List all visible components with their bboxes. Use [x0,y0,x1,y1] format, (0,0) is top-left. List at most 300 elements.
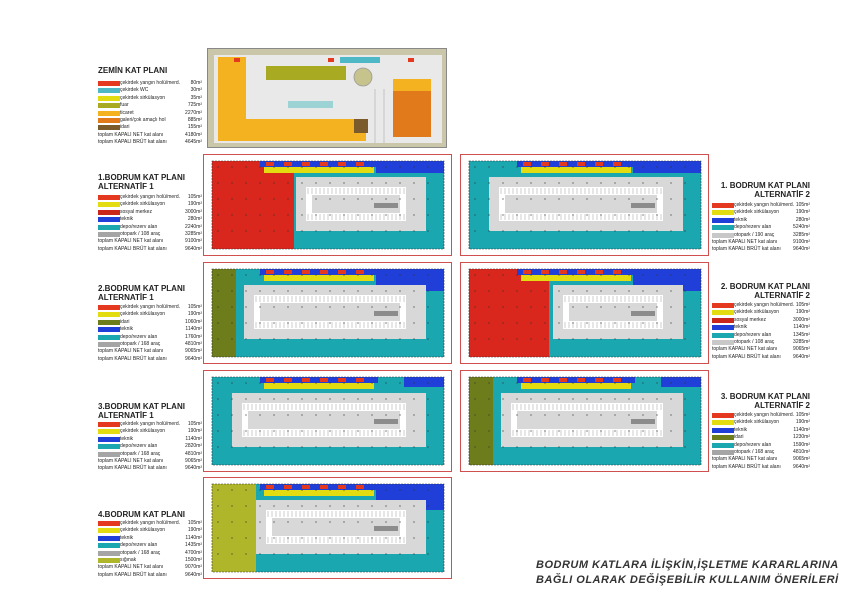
column-dot [530,382,531,383]
column-dot [656,214,657,215]
core-stair [284,162,292,166]
column-dot [343,166,344,167]
legend-value: 280m² [187,216,202,223]
column-dot [502,182,503,183]
legend-swatch [98,88,120,93]
legend-label: otopark / 108 araç [734,338,775,345]
legend-row [98,341,202,348]
column-dot [516,182,517,183]
column-dot [245,537,246,538]
column-dot [600,274,601,275]
total-value: 9640m² [185,465,202,472]
column-dot [586,446,587,447]
column-dot [385,382,386,383]
column-dot [399,322,400,323]
legend-label: çekirdek yangın holü/merd. [120,80,181,86]
legend-row [98,421,202,428]
column-dot [371,230,372,231]
total-value: 9640m² [185,571,202,578]
ramp [374,311,398,316]
legend-label: otopark / 108 araç [120,230,161,237]
column-dot [572,398,573,399]
legend-total-row [98,139,202,146]
legend-row [98,304,202,311]
column-dot [530,230,531,231]
column-dot [600,414,601,415]
column-dot [315,306,316,307]
column-dot [273,322,274,323]
legend-value: 105m² [187,421,202,427]
column-dot [427,414,428,415]
legend-row [98,117,202,124]
legend-swatch [98,327,120,332]
column-dot [259,322,260,323]
legend-label: çekirdek sirkülasyon [120,311,166,318]
column-dot [502,446,503,447]
column-dot [273,489,274,490]
column-dot [656,198,657,199]
legend-row [712,224,810,231]
column-dot [530,338,531,339]
column-dot [530,290,531,291]
legend-value: 1140m² [793,426,810,433]
column-dot [670,198,671,199]
column-dot [217,382,218,383]
column-dot [343,446,344,447]
legend-row [712,317,810,324]
core-circulation [264,275,374,281]
column-dot [670,274,671,275]
column-dot [273,553,274,554]
core-stair [523,378,531,382]
legend-swatch [98,558,120,563]
column-dot [427,230,428,231]
column-dot [259,430,260,431]
legend-value: 4700m² [185,549,202,556]
legend-total-row [712,354,810,361]
legend-label: çekirdek yangın holü/merd. [734,302,795,308]
column-dot [670,306,671,307]
column-dot [329,553,330,554]
column-dot [642,322,643,323]
column-dot [287,382,288,383]
column-dot [642,446,643,447]
column-dot [245,398,246,399]
legend-label: sosyal merkez [734,316,766,323]
column-dot [600,322,601,323]
column-dot [357,398,358,399]
column-dot [329,338,330,339]
legend-total-row [98,246,202,253]
column-dot [371,505,372,506]
column-dot [357,198,358,199]
column-dot [427,382,428,383]
legend-swatch [98,528,120,533]
column-dot [642,198,643,199]
column-dot [217,398,218,399]
column-dot [217,553,218,554]
core-circulation [521,275,631,281]
column-dot [301,338,302,339]
legend-row [98,102,202,109]
legend-swatch [712,218,734,223]
column-dot [530,274,531,275]
column-dot [231,521,232,522]
total-label: toplam KAPALI BRÜT kat alanı [98,571,167,578]
core-stair [302,378,310,382]
legend-label: depo/rezerv alan [120,223,158,230]
column-dot [586,182,587,183]
column-dot [516,322,517,323]
total-label: toplam KAPALI NET kat alanı [98,131,164,138]
column-dot [273,382,274,383]
core-stair [338,270,346,274]
column-dot [245,489,246,490]
legend-value: 1140m² [185,326,202,333]
column-dot [413,166,414,167]
column-dot [357,537,358,538]
core-stair [302,485,310,489]
column-dot [371,430,372,431]
column-dot [427,430,428,431]
column-dot [488,230,489,231]
legend-total-row [712,346,810,353]
column-dot [371,382,372,383]
column-dot [371,446,372,447]
core-stair [356,485,364,489]
legend-row [98,520,202,527]
column-dot [245,166,246,167]
column-dot [544,166,545,167]
column-dot [502,398,503,399]
column-dot [558,322,559,323]
column-dot [530,398,531,399]
column-dot [231,214,232,215]
legend-row [712,209,810,216]
legend-value: 1435m² [185,542,202,549]
column-dot [544,182,545,183]
legend-label: depo/rezerv alan [120,333,158,340]
title-line: 3.BODRUM KAT PLANI [98,402,185,411]
legend-label: çekirdek sirkülasyon [120,527,166,534]
panel-title-b1a1 [98,173,185,191]
column-dot [516,230,517,231]
column-dot [600,446,601,447]
column-dot [600,198,601,199]
column-dot [287,430,288,431]
left-zone [469,377,493,465]
plan-b1a2 [460,154,709,256]
column-dot [614,182,615,183]
column-dot [357,521,358,522]
legend-total-row [98,238,202,245]
legend-value: 190m² [795,309,810,316]
column-dot [371,290,372,291]
legend-label: çekirdek yangın holü/merd. [120,520,181,526]
total-value: 9065m² [185,457,202,464]
column-dot [684,398,685,399]
column-dot [287,166,288,167]
column-dot [670,430,671,431]
column-dot [217,338,218,339]
column-dot [371,398,372,399]
total-label: toplam KAPALI BRÜT kat alanı [98,465,167,472]
column-dot [558,182,559,183]
column-dot [516,274,517,275]
column-dot [357,182,358,183]
column-dot [273,414,274,415]
title-line: 3. BODRUM KAT PLANI [720,392,810,401]
column-dot [245,182,246,183]
legend-value: 280m² [795,216,810,223]
total-label: toplam KAPALI NET kat alanı [712,238,778,245]
column-dot [628,198,629,199]
core-circulation [521,383,631,389]
legend-row [98,535,202,542]
legend-swatch [712,413,734,418]
column-dot [413,382,414,383]
column-dot [558,306,559,307]
column-dot [572,414,573,415]
total-label: toplam KAPALI BRÜT kat alanı [712,246,781,253]
legend-row [98,110,202,117]
legend-value: 190m² [795,419,810,426]
column-dot [558,430,559,431]
column-dot [399,430,400,431]
total-label: toplam KAPALI BRÜT kat alanı [98,245,167,252]
column-dot [628,214,629,215]
column-dot [502,290,503,291]
column-dot [572,446,573,447]
column-dot [315,521,316,522]
core-stair [613,378,621,382]
column-dot [259,230,260,231]
column-dot [315,537,316,538]
legend-swatch [98,444,120,449]
core-circulation [521,167,631,173]
core-stair [284,270,292,274]
column-dot [231,166,232,167]
column-dot [315,505,316,506]
title-line-2: ALTERNATİF 1 [98,411,154,420]
legend-swatch [98,422,120,427]
column-dot [301,198,302,199]
column-dot [427,446,428,447]
column-dot [399,414,400,415]
legend-swatch [98,320,120,325]
column-dot [217,322,218,323]
column-dot [544,446,545,447]
column-dot [287,290,288,291]
technical-area [661,377,701,387]
plan-svg [461,155,708,255]
column-dot [301,446,302,447]
column-dot [558,398,559,399]
core-stair [559,270,567,274]
column-dot [558,230,559,231]
column-dot [642,382,643,383]
column-dot [572,274,573,275]
column-dot [544,414,545,415]
legend-swatch [98,118,120,123]
column-dot [474,306,475,307]
core-stair [338,162,346,166]
column-dot [259,214,260,215]
column-dot [427,306,428,307]
column-dot [656,430,657,431]
column-dot [530,214,531,215]
column-dot [502,430,503,431]
column-dot [684,446,685,447]
column-dot [614,166,615,167]
column-dot [600,398,601,399]
legend-value: 5240m² [793,224,810,231]
legend-swatch [712,325,734,330]
total-label: toplam KAPALI BRÜT kat alanı [712,353,781,360]
column-dot [245,306,246,307]
column-dot [502,274,503,275]
column-dot [572,290,573,291]
column-dot [231,198,232,199]
column-dot [385,446,386,447]
legend-row [98,224,202,231]
column-dot [343,274,344,275]
column-dot [474,398,475,399]
legend-label: teknik [734,324,748,331]
column-dot [558,414,559,415]
column-dot [656,322,657,323]
total-label: toplam KAPALI NET kat alanı [98,348,164,355]
column-dot [488,166,489,167]
column-dot [488,430,489,431]
total-value: 9070m² [185,564,202,571]
column-dot [474,274,475,275]
column-dot [231,290,232,291]
core-stair [356,378,364,382]
total-label: toplam KAPALI NET kat alanı [98,457,164,464]
core-stair [613,270,621,274]
column-dot [301,430,302,431]
column-dot [413,446,414,447]
column-dot [413,274,414,275]
column-dot [642,414,643,415]
column-dot [586,306,587,307]
legend-swatch [98,551,120,556]
core-stair [266,162,274,166]
column-dot [371,489,372,490]
legend-swatch [712,233,734,238]
column-dot [488,322,489,323]
legend-row [712,419,810,426]
legend-swatch [98,452,120,457]
plan-b4 [203,477,452,579]
column-dot [315,430,316,431]
column-dot [670,338,671,339]
column-dot [670,414,671,415]
column-dot [474,446,475,447]
column-dot [684,414,685,415]
column-dot [385,489,386,490]
legend-row [98,326,202,333]
column-dot [628,446,629,447]
column-dot [385,398,386,399]
legend-value: 2820m² [185,443,202,450]
column-dot [670,290,671,291]
legend-label: sosyal merkez [120,208,152,215]
column-dot [385,505,386,506]
column-dot [399,274,400,275]
column-dot [217,414,218,415]
column-dot [544,430,545,431]
column-dot [273,198,274,199]
legend-row [712,339,810,346]
legend-row [98,550,202,557]
core-stair [523,162,531,166]
column-dot [343,430,344,431]
column-dot [259,537,260,538]
left-zone [212,484,256,572]
legend-swatch [712,203,734,208]
column-dot [371,553,372,554]
column-dot [684,230,685,231]
column-dot [273,521,274,522]
column-dot [385,414,386,415]
title-line: 1.BODRUM KAT PLANI [98,173,185,182]
column-dot [614,198,615,199]
column-dot [357,214,358,215]
column-dot [301,398,302,399]
column-dot [385,553,386,554]
column-dot [586,338,587,339]
column-dot [488,306,489,307]
column-dot [301,166,302,167]
core-stair [356,162,364,166]
legend-label: otopark / 168 araç [120,549,161,556]
column-dot [656,398,657,399]
column-dot [488,398,489,399]
legend-swatch [98,111,120,116]
column-dot [287,338,288,339]
column-dot [385,166,386,167]
core-stair [595,378,603,382]
core-stair [320,270,328,274]
column-dot [357,338,358,339]
column-dot [600,290,601,291]
column-dot [357,306,358,307]
column-dot [572,382,573,383]
column-dot [315,553,316,554]
legend-label: çekirdek sirkülasyon [120,94,166,101]
core-circulation [264,383,374,389]
column-dot [488,214,489,215]
column-dot [329,505,330,506]
column-dot [343,182,344,183]
column-dot [231,382,232,383]
column-dot [670,214,671,215]
column-dot [385,214,386,215]
column-dot [259,505,260,506]
column-dot [399,398,400,399]
column-dot [399,230,400,231]
total-value: 4645m² [185,139,202,146]
column-dot [399,489,400,490]
column-dot [427,398,428,399]
legend-label: depo/rezerv alan [734,441,772,448]
legend-value: 105m² [795,202,810,208]
column-dot [502,322,503,323]
legend-swatch [98,335,120,340]
left-zone [212,161,294,249]
